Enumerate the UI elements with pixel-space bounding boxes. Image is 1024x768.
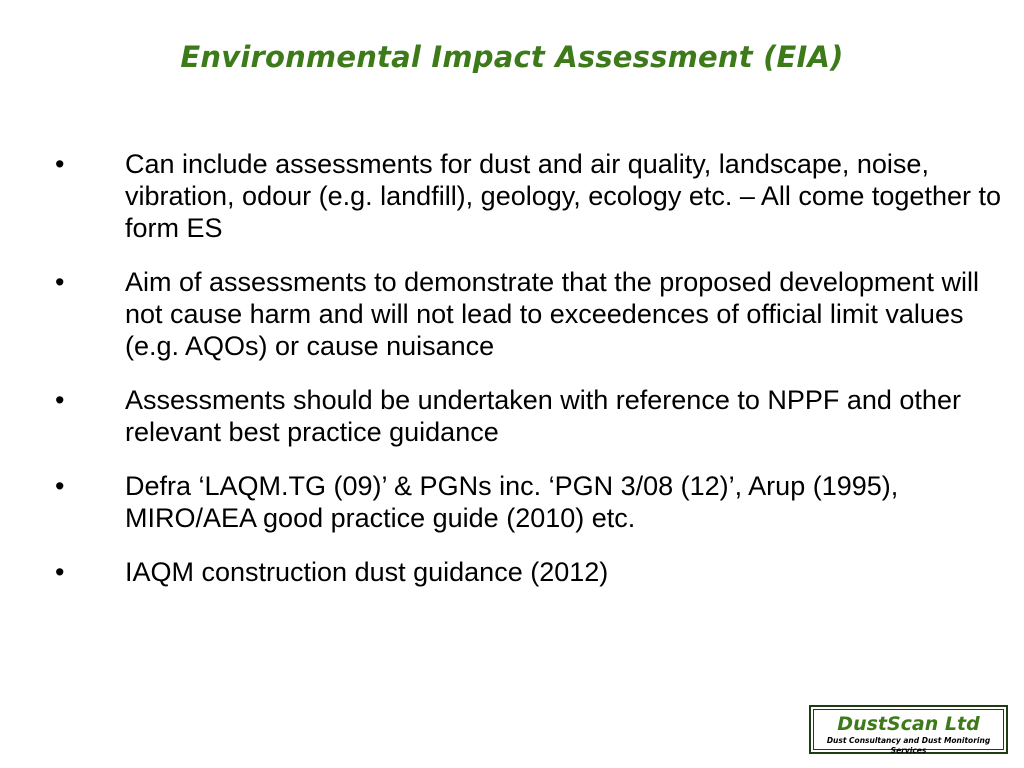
bullet-item [55, 384, 1005, 448]
bullet-item [55, 470, 1005, 534]
slide-title: Environmental Impact Assessment (EIA) [180, 40, 844, 74]
bullet-marker: • [55, 385, 65, 415]
bullet-text: IAQM construction dust guidance (2012) [125, 557, 609, 587]
logo-name: DustScan Ltd [837, 713, 980, 735]
bullet-text: Aim of assessments to demonstrate that the proposed development will not cause harm and will not lead to exceedences of official limit values (e.g. AQOs) or cause nuisance [125, 267, 979, 361]
bullet-text: Defra ‘LAQM.TG (09)’ & PGNs inc. ‘PGN 3/08 (12)’, Arup (1995), MIRO/AEA good practice guide (2010) etc. [125, 471, 899, 533]
bullet-text: Assessments should be undertaken with reference to NPPF and other relevant best practice guidance [125, 385, 961, 447]
bullet-list [55, 148, 1005, 610]
bullet-marker: • [55, 471, 65, 501]
logo-tagline: Dust Consultancy and Dust Monitoring Services [826, 736, 991, 755]
bullet-item [55, 556, 1005, 588]
bullet-item [55, 148, 1005, 244]
bullet-marker: • [55, 149, 65, 179]
company-logo [809, 705, 1008, 754]
bullet-item [55, 266, 1005, 362]
bullet-marker: • [55, 267, 65, 297]
logo-frame [813, 709, 1004, 755]
bullet-text: Can include assessments for dust and air quality, landscape, noise, vibration, odour (e.g. landfill), geology, ecology etc. – All come together to form ES [125, 149, 1001, 243]
bullet-marker: • [55, 557, 65, 587]
